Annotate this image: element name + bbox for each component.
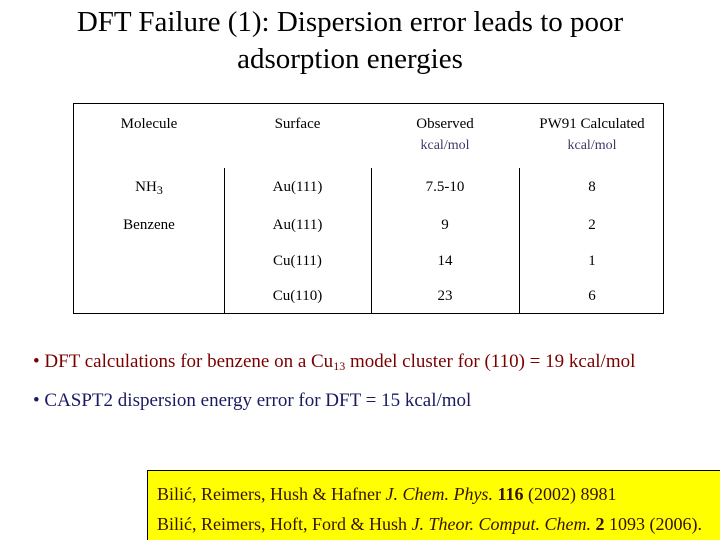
table-cell-molecule: Benzene [123,217,175,233]
table-cell-surface: Au(111) [272,217,323,233]
table-cell-calculated: 8 [588,179,596,195]
header-calculated-label: PW91 Calculated [539,116,645,132]
table-cell-surface: Cu(111) [273,253,322,269]
header-surface: Surface [274,116,321,132]
reference-2: Bilić, Reimers, Hoft, Ford & Hush J. Theor. Comput. Chem. 2 1093 (2006). [157,514,702,534]
header-calculated [519,115,665,159]
adsorption-table [73,103,664,314]
table-cell-molecule: $NH_3$ [135,179,163,197]
table-cell-surface: Au(111) [272,179,323,195]
reference-1: Bilić, Reimers, Hush & Hafner J. Chem. Phys. 116 (2002) 8981 [157,484,617,504]
table-cell-calculated: 1 [588,253,596,269]
table-cell-calculated: 6 [588,288,596,304]
table-cell-surface: Cu(110) [272,288,323,304]
table-cell-observed: 9 [441,217,449,233]
references-box [147,470,720,540]
bullet-dft-benzene: • DFT calculations for benzene on a $Cu_{13}$ model cluster for (110) = 19 kcal/mol [33,351,636,373]
table-cell-observed: 7.5-10 [425,179,465,195]
slide-title [0,4,700,78]
table-cell-calculated: 2 [588,217,596,233]
title-line-1: DFT Failure (1): Dispersion error leads to poor [76,6,624,38]
table-cell-observed: 14 [437,253,453,269]
table-cell-observed: 23 [437,288,453,304]
header-observed-unit: kcal/mol [420,138,470,153]
header-observed-label: Observed [416,116,474,132]
bullet-caspt2: • CASPT2 dispersion energy error for DFT = 15 kcal/mol [33,390,472,411]
title-line-2: adsorption energies [237,43,463,75]
header-molecule: Molecule [120,116,178,132]
header-calculated-unit: kcal/mol [567,138,617,153]
header-observed [371,115,519,159]
